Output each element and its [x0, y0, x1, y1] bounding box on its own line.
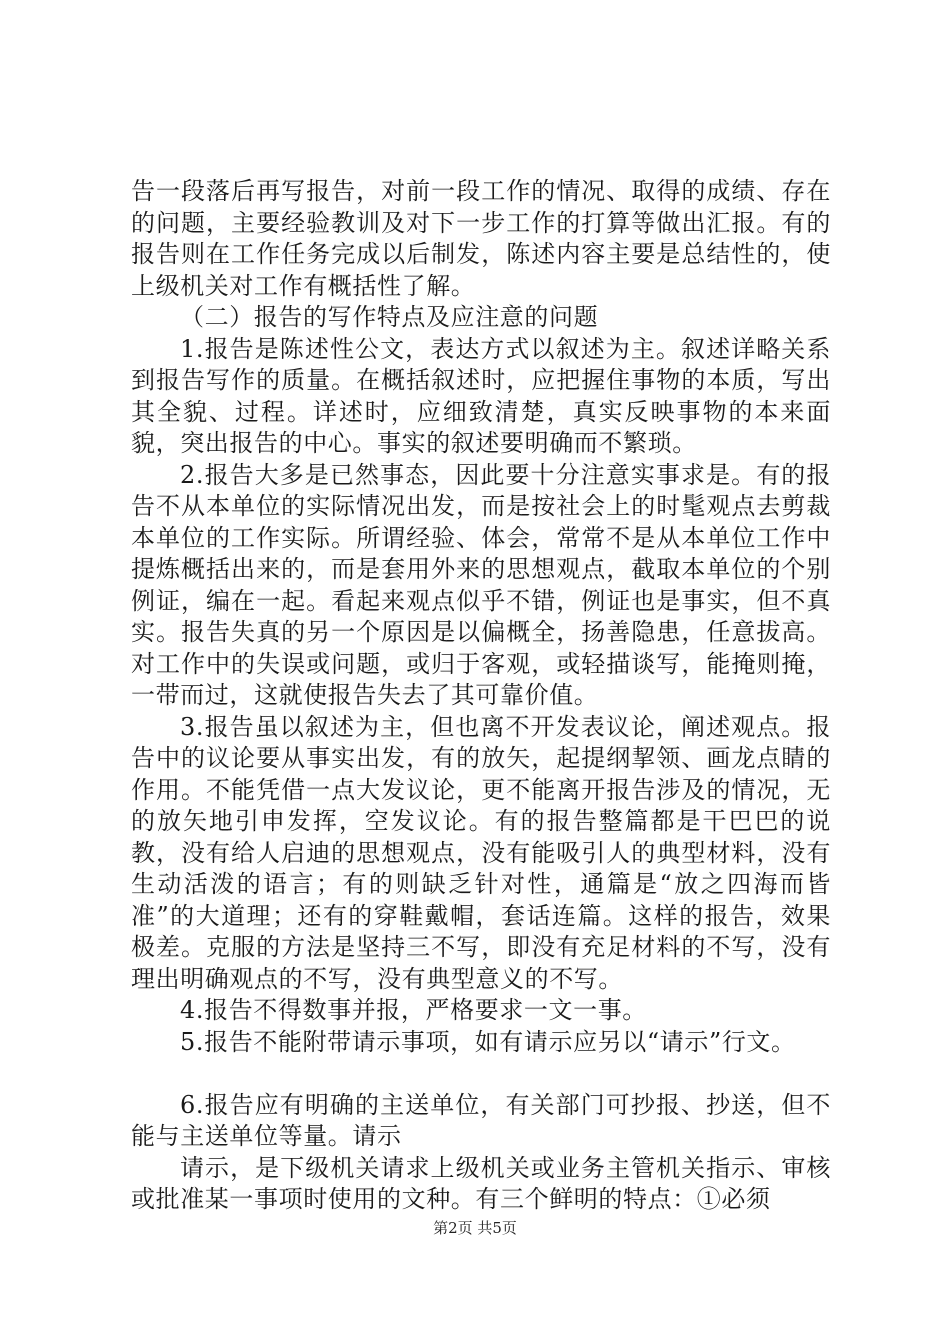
- section-heading: （二）报告的写作特点及应注意的问题: [180, 303, 599, 331]
- paragraph-request-intro: 请示，是下级机关请求上级机关或业务主管机关指示、审核或批准某一事项时使用的文种。有三个鲜明的特点：①必须: [131, 1153, 831, 1213]
- paragraph-point-5: 5.报告不能附带请示事项，如有请示应另以“请示”行文。: [180, 1027, 796, 1056]
- paragraph-point-2: 2.报告大多是已然事态，因此要十分注意实事求是。有的报告不从本单位的实际情况出发，而是按社会上的时髦观点去剪裁本单位的工作实际。所谓经验、体会，常常不是从本单位工作中提炼概括出来的，而是套用外来的思想观点，截取本单位的个别例证，编在一起。看起来观点似乎不错，例证也是事实，但不真实。报告失真的另一个原因是以偏概全，扬善隐患，任意拔高。对工作中的失误或问题，或归于客观，或轻描谈写，能掩则掩，一带而过，这就使报告失去了其可靠价值。: [131, 460, 831, 709]
- page-number-footer: 第2页 共5页: [433, 1219, 517, 1237]
- paragraph-point-1: 1.报告是陈述性公文，表达方式以叙述为主。叙述详略关系到报告写作的质量。在概括叙述时，应把握住事物的本质，写出其全貌、过程。详述时，应细致清楚，真实反映事物的本来面貌，突出报告的中心。事实的叙述要明确而不繁琐。: [131, 334, 831, 457]
- paragraph-continuation: 告一段落后再写报告，对前一段工作的情况、取得的成绩、存在的问题，主要经验教训及对下一步工作的打算等做出汇报。有的报告则在工作任务完成以后制发，陈述内容主要是总结性的，使上级机关对工作有概括性了解。: [131, 177, 831, 300]
- paragraph-point-6: 6.报告应有明确的主送单位，有关部门可抄报、抄送，但不能与主送单位等量。请示: [131, 1090, 831, 1150]
- paragraph-point-4: 4.报告不得数事并报，严格要求一文一事。: [180, 996, 647, 1024]
- paragraph-point-3: 3.报告虽以叙述为主，但也离不开发表议论，阐述观点。报告中的议论要从事实出发，有的放矢，起提纲挈领、画龙点睛的作用。不能凭借一点大发议论，更不能离开报告涉及的情况，无的放矢地引申发挥，空发议论。有的报告整篇都是干巴巴的说教，没有给人启迪的思想观点，没有能吸引人的典型材料，没有生动活泼的语言；有的则缺乏针对性，通篇是“放之四海而皆准”的大道理；还有的穿鞋戴帽，套话连篇。这样的报告，效果极差。克服的方法是坚持三不写，即没有充足材料的不写，没有理出明确观点的不写，没有典型意义的不写。: [131, 712, 831, 993]
- body-text: [131, 176, 831, 1216]
